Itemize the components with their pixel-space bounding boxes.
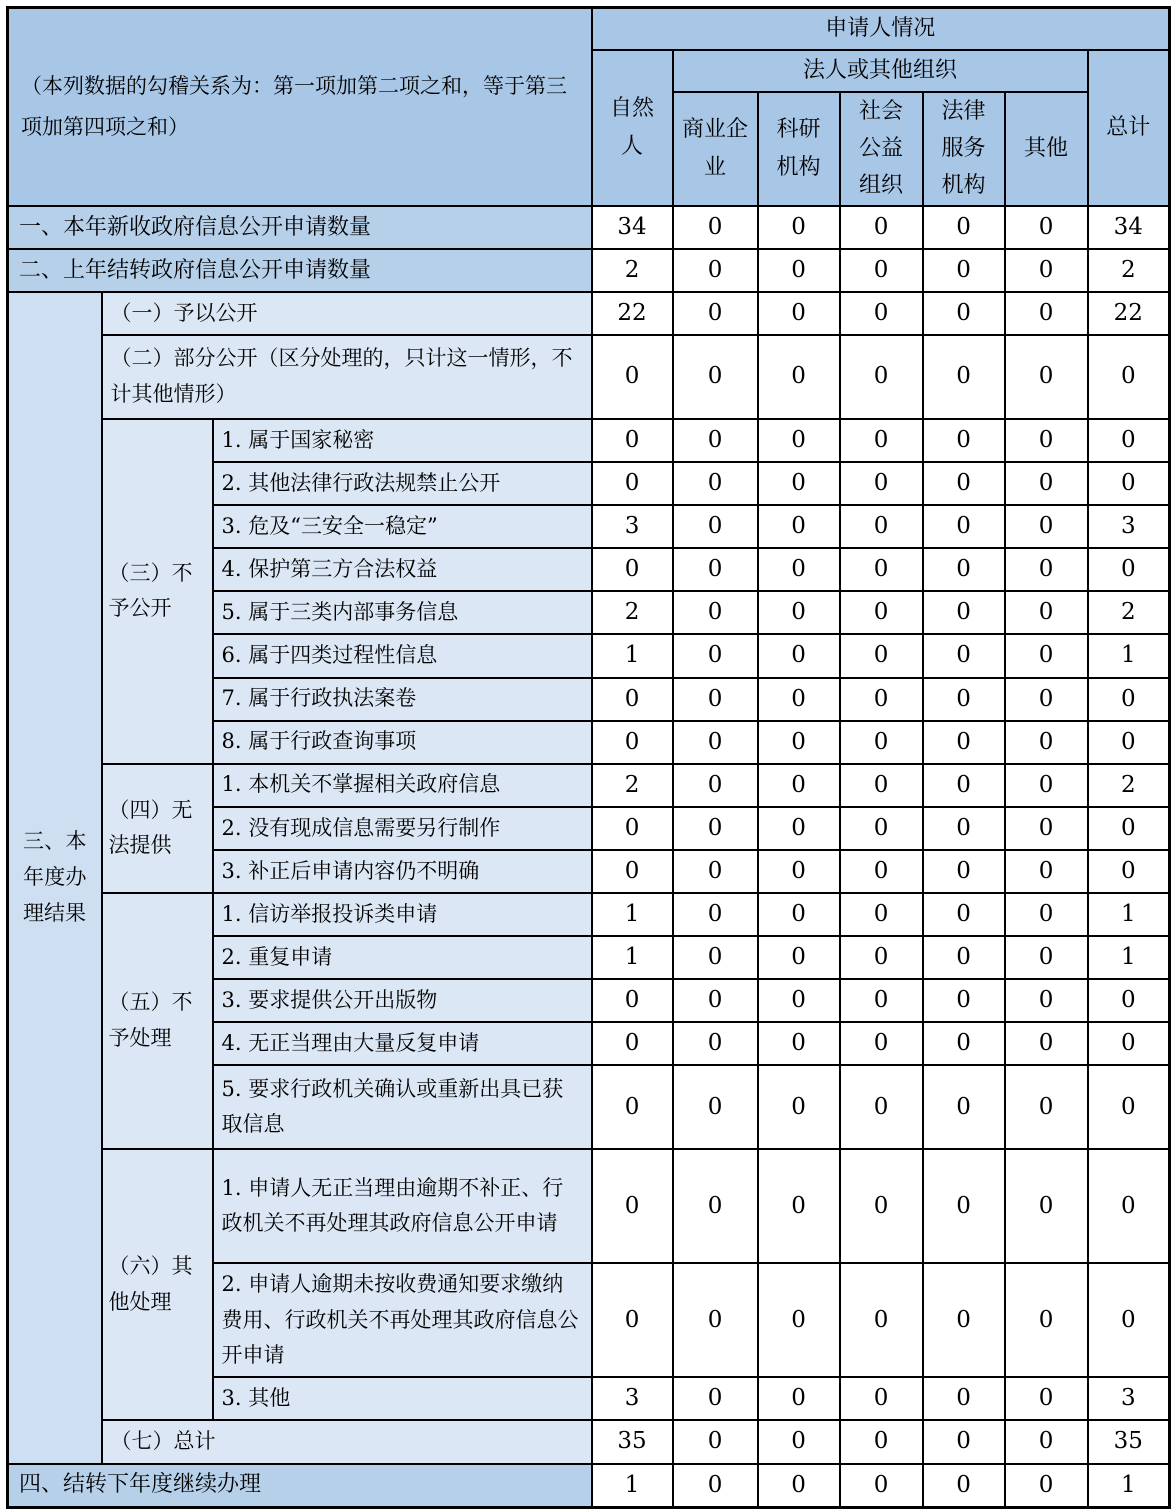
data-cell: 22 [592, 292, 673, 335]
data-cell: 0 [923, 292, 1005, 335]
data-cell: 0 [758, 764, 840, 807]
data-cell: 0 [673, 807, 758, 850]
data-cell: 0 [1005, 936, 1088, 979]
summary-label: （七）总计 [102, 1420, 592, 1463]
data-cell: 0 [923, 721, 1005, 764]
data-cell: 0 [592, 1263, 673, 1377]
data-cell: 0 [840, 335, 923, 419]
data-cell: 0 [840, 721, 923, 764]
data-cell: 0 [673, 1263, 758, 1377]
data-cell: 0 [1005, 1420, 1088, 1463]
data-cell: 0 [673, 419, 758, 462]
data-cell: 0 [1005, 979, 1088, 1022]
data-cell: 0 [592, 807, 673, 850]
data-cell: 0 [758, 721, 840, 764]
data-cell: 0 [840, 505, 923, 548]
data-cell: 0 [840, 807, 923, 850]
data-cell: 0 [840, 1464, 923, 1508]
group-label: （三）不予公开 [102, 419, 213, 764]
data-cell: 0 [592, 462, 673, 505]
data-cell: 0 [758, 936, 840, 979]
data-cell: 0 [758, 548, 840, 591]
item-label: 5. 属于三类内部事务信息 [213, 591, 592, 634]
reconciliation-note: （本列数据的勾稽关系为：第一项加第二项之和，等于第三项加第四项之和） [8, 8, 592, 206]
data-cell: 0 [1005, 335, 1088, 419]
data-cell: 0 [1005, 249, 1088, 292]
data-cell: 35 [592, 1420, 673, 1463]
data-cell: 0 [758, 1263, 840, 1377]
row-label-main: 二、上年结转政府信息公开申请数量 [8, 249, 592, 292]
data-cell: 0 [923, 1263, 1005, 1377]
data-cell: 0 [592, 850, 673, 893]
data-cell: 0 [923, 249, 1005, 292]
data-cell: 0 [1088, 1263, 1170, 1377]
data-cell: 0 [1088, 807, 1170, 850]
data-cell: 0 [758, 1420, 840, 1463]
data-cell: 0 [840, 678, 923, 721]
data-cell: 0 [923, 1149, 1005, 1263]
data-cell: 0 [840, 893, 923, 936]
data-cell: 1 [592, 1464, 673, 1508]
data-cell: 0 [673, 764, 758, 807]
row-label-main: 四、结转下年度继续办理 [8, 1464, 592, 1508]
summary-label: （二）部分公开（区分处理的，只计这一情形，不计其他情形） [102, 335, 592, 419]
data-cell: 0 [592, 678, 673, 721]
data-cell: 0 [673, 591, 758, 634]
header-org-col-welfare: 社会公益组织 [840, 92, 923, 206]
data-cell: 0 [840, 462, 923, 505]
data-cell: 3 [1088, 505, 1170, 548]
data-cell: 0 [758, 1149, 840, 1263]
item-label: 1. 信访举报投诉类申请 [213, 893, 592, 936]
data-cell: 0 [840, 1065, 923, 1149]
data-cell: 0 [923, 1022, 1005, 1065]
data-cell: 0 [923, 850, 1005, 893]
data-cell: 0 [1005, 678, 1088, 721]
data-cell: 0 [1088, 462, 1170, 505]
data-cell: 0 [840, 1263, 923, 1377]
data-cell: 0 [1005, 206, 1088, 249]
data-cell: 0 [1088, 721, 1170, 764]
data-cell: 0 [1005, 1149, 1088, 1263]
data-cell: 0 [673, 335, 758, 419]
data-cell: 0 [1088, 335, 1170, 419]
data-cell: 0 [673, 634, 758, 677]
data-cell: 0 [923, 548, 1005, 591]
data-cell: 0 [673, 505, 758, 548]
data-cell: 0 [1005, 1263, 1088, 1377]
data-cell: 0 [840, 548, 923, 591]
data-cell: 3 [592, 1377, 673, 1420]
item-label: 6. 属于四类过程性信息 [213, 634, 592, 677]
data-cell: 0 [840, 1420, 923, 1463]
data-cell: 22 [1088, 292, 1170, 335]
data-cell: 2 [592, 249, 673, 292]
data-cell: 0 [673, 249, 758, 292]
header-org-col-other: 其他 [1005, 92, 1088, 206]
disclosure-table [6, 6, 1171, 1509]
data-cell: 0 [840, 206, 923, 249]
data-cell: 0 [1088, 1149, 1170, 1263]
data-cell: 0 [758, 807, 840, 850]
group-label: （六）其他处理 [102, 1149, 213, 1420]
data-cell: 0 [1005, 292, 1088, 335]
data-cell: 0 [923, 893, 1005, 936]
item-label: 8. 属于行政查询事项 [213, 721, 592, 764]
row-label-main: 一、本年新收政府信息公开申请数量 [8, 206, 592, 249]
data-cell: 0 [592, 1022, 673, 1065]
data-cell: 0 [673, 548, 758, 591]
item-label: 1. 申请人无正当理由逾期不补正、行政机关不再处理其政府信息公开申请 [213, 1149, 592, 1263]
data-cell: 2 [1088, 249, 1170, 292]
data-cell: 34 [1088, 206, 1170, 249]
item-label: 7. 属于行政执法案卷 [213, 678, 592, 721]
header-legal-org: 法人或其他组织 [673, 50, 1088, 92]
data-cell: 0 [1005, 591, 1088, 634]
data-cell: 1 [1088, 634, 1170, 677]
data-cell: 0 [758, 505, 840, 548]
section-rowspan-label: 三、本年度办理结果 [8, 292, 102, 1464]
data-cell: 0 [923, 1377, 1005, 1420]
data-cell: 2 [592, 764, 673, 807]
data-cell: 0 [758, 1022, 840, 1065]
data-cell: 0 [1005, 850, 1088, 893]
header-org-col-business: 商业企业 [673, 92, 758, 206]
data-cell: 0 [840, 292, 923, 335]
summary-label: （一）予以公开 [102, 292, 592, 335]
data-cell: 0 [1005, 548, 1088, 591]
data-cell: 0 [923, 462, 1005, 505]
data-cell: 0 [673, 1464, 758, 1508]
data-cell: 0 [923, 764, 1005, 807]
data-cell: 0 [840, 764, 923, 807]
data-cell: 0 [1005, 1022, 1088, 1065]
data-cell: 0 [592, 419, 673, 462]
data-cell: 0 [673, 979, 758, 1022]
data-cell: 0 [673, 206, 758, 249]
data-cell: 0 [840, 1022, 923, 1065]
data-cell: 0 [758, 206, 840, 249]
data-cell: 0 [1005, 634, 1088, 677]
item-label: 2. 其他法律行政法规禁止公开 [213, 462, 592, 505]
data-cell: 0 [758, 979, 840, 1022]
data-cell: 0 [923, 634, 1005, 677]
data-cell: 0 [673, 678, 758, 721]
data-cell: 0 [1005, 721, 1088, 764]
item-label: 4. 无正当理由大量反复申请 [213, 1022, 592, 1065]
data-cell: 0 [1005, 764, 1088, 807]
data-cell: 0 [673, 1065, 758, 1149]
data-cell: 0 [1088, 548, 1170, 591]
header-total: 总计 [1088, 50, 1170, 206]
data-cell: 0 [1088, 1065, 1170, 1149]
data-cell: 0 [1005, 419, 1088, 462]
data-cell: 0 [840, 634, 923, 677]
data-cell: 0 [1088, 1022, 1170, 1065]
data-cell: 0 [1005, 505, 1088, 548]
data-cell: 0 [1005, 893, 1088, 936]
data-cell: 1 [1088, 1464, 1170, 1508]
data-cell: 0 [673, 936, 758, 979]
data-cell: 0 [1005, 1377, 1088, 1420]
data-cell: 0 [923, 505, 1005, 548]
header-org-col-research: 科研机构 [758, 92, 840, 206]
data-cell: 0 [758, 893, 840, 936]
data-cell: 0 [758, 292, 840, 335]
data-cell: 0 [923, 1464, 1005, 1508]
item-label: 4. 保护第三方合法权益 [213, 548, 592, 591]
data-cell: 0 [923, 335, 1005, 419]
data-cell: 0 [592, 1065, 673, 1149]
item-label: 1. 本机关不掌握相关政府信息 [213, 764, 592, 807]
header-org-col-legal-service: 法律服务机构 [923, 92, 1005, 206]
data-cell: 2 [1088, 764, 1170, 807]
data-cell: 0 [592, 548, 673, 591]
data-cell: 0 [592, 979, 673, 1022]
data-cell: 1 [592, 936, 673, 979]
data-cell: 0 [923, 591, 1005, 634]
data-cell: 0 [923, 1420, 1005, 1463]
data-cell: 0 [758, 335, 840, 419]
item-label: 3. 其他 [213, 1377, 592, 1420]
data-cell: 0 [1088, 419, 1170, 462]
data-cell: 34 [592, 206, 673, 249]
data-cell: 0 [673, 721, 758, 764]
data-cell: 3 [1088, 1377, 1170, 1420]
data-cell: 2 [592, 591, 673, 634]
data-cell: 0 [923, 979, 1005, 1022]
data-cell: 0 [758, 462, 840, 505]
data-cell: 0 [923, 678, 1005, 721]
data-cell: 0 [840, 419, 923, 462]
data-cell: 0 [840, 591, 923, 634]
item-label: 2. 没有现成信息需要另行制作 [213, 807, 592, 850]
data-cell: 0 [673, 292, 758, 335]
data-cell: 0 [840, 249, 923, 292]
item-label: 3. 补正后申请内容仍不明确 [213, 850, 592, 893]
item-label: 2. 申请人逾期未按收费通知要求缴纳费用、行政机关不再处理其政府信息公开申请 [213, 1263, 592, 1377]
data-cell: 1 [592, 893, 673, 936]
data-cell: 0 [673, 462, 758, 505]
data-cell: 0 [840, 1149, 923, 1263]
data-cell: 0 [1005, 1065, 1088, 1149]
group-label: （五）不予处理 [102, 893, 213, 1149]
data-cell: 0 [923, 419, 1005, 462]
data-cell: 0 [758, 591, 840, 634]
data-cell: 0 [1088, 850, 1170, 893]
data-cell: 1 [1088, 936, 1170, 979]
data-cell: 0 [1088, 678, 1170, 721]
item-label: 3. 危及“三安全一稳定” [213, 505, 592, 548]
data-cell: 0 [840, 936, 923, 979]
header-natural-person: 自然人 [592, 50, 673, 206]
data-cell: 0 [758, 419, 840, 462]
data-cell: 0 [758, 1065, 840, 1149]
data-cell: 2 [1088, 591, 1170, 634]
data-cell: 0 [592, 1149, 673, 1263]
data-cell: 0 [923, 1065, 1005, 1149]
data-cell: 0 [1005, 1464, 1088, 1508]
data-cell: 0 [673, 893, 758, 936]
data-cell: 0 [758, 249, 840, 292]
data-cell: 3 [592, 505, 673, 548]
data-cell: 0 [923, 206, 1005, 249]
data-cell: 0 [758, 678, 840, 721]
data-cell: 0 [592, 335, 673, 419]
data-cell: 35 [1088, 1420, 1170, 1463]
data-cell: 0 [840, 850, 923, 893]
item-label: 5. 要求行政机关确认或重新出具已获取信息 [213, 1065, 592, 1149]
data-cell: 0 [758, 850, 840, 893]
item-label: 2. 重复申请 [213, 936, 592, 979]
data-cell: 0 [673, 1377, 758, 1420]
data-cell: 0 [840, 1377, 923, 1420]
group-label: （四）无法提供 [102, 764, 213, 893]
data-cell: 0 [1088, 979, 1170, 1022]
data-cell: 0 [923, 936, 1005, 979]
data-cell: 0 [758, 1377, 840, 1420]
data-cell: 0 [758, 1464, 840, 1508]
data-cell: 0 [840, 979, 923, 1022]
data-cell: 0 [592, 721, 673, 764]
data-cell: 1 [592, 634, 673, 677]
item-label: 1. 属于国家秘密 [213, 419, 592, 462]
data-cell: 0 [1005, 807, 1088, 850]
data-cell: 0 [673, 850, 758, 893]
data-cell: 0 [673, 1420, 758, 1463]
header-applicant: 申请人情况 [592, 8, 1170, 50]
data-cell: 0 [673, 1022, 758, 1065]
data-cell: 1 [1088, 893, 1170, 936]
data-cell: 0 [673, 1149, 758, 1263]
data-cell: 0 [758, 634, 840, 677]
item-label: 3. 要求提供公开出版物 [213, 979, 592, 1022]
data-cell: 0 [1005, 462, 1088, 505]
data-cell: 0 [923, 807, 1005, 850]
